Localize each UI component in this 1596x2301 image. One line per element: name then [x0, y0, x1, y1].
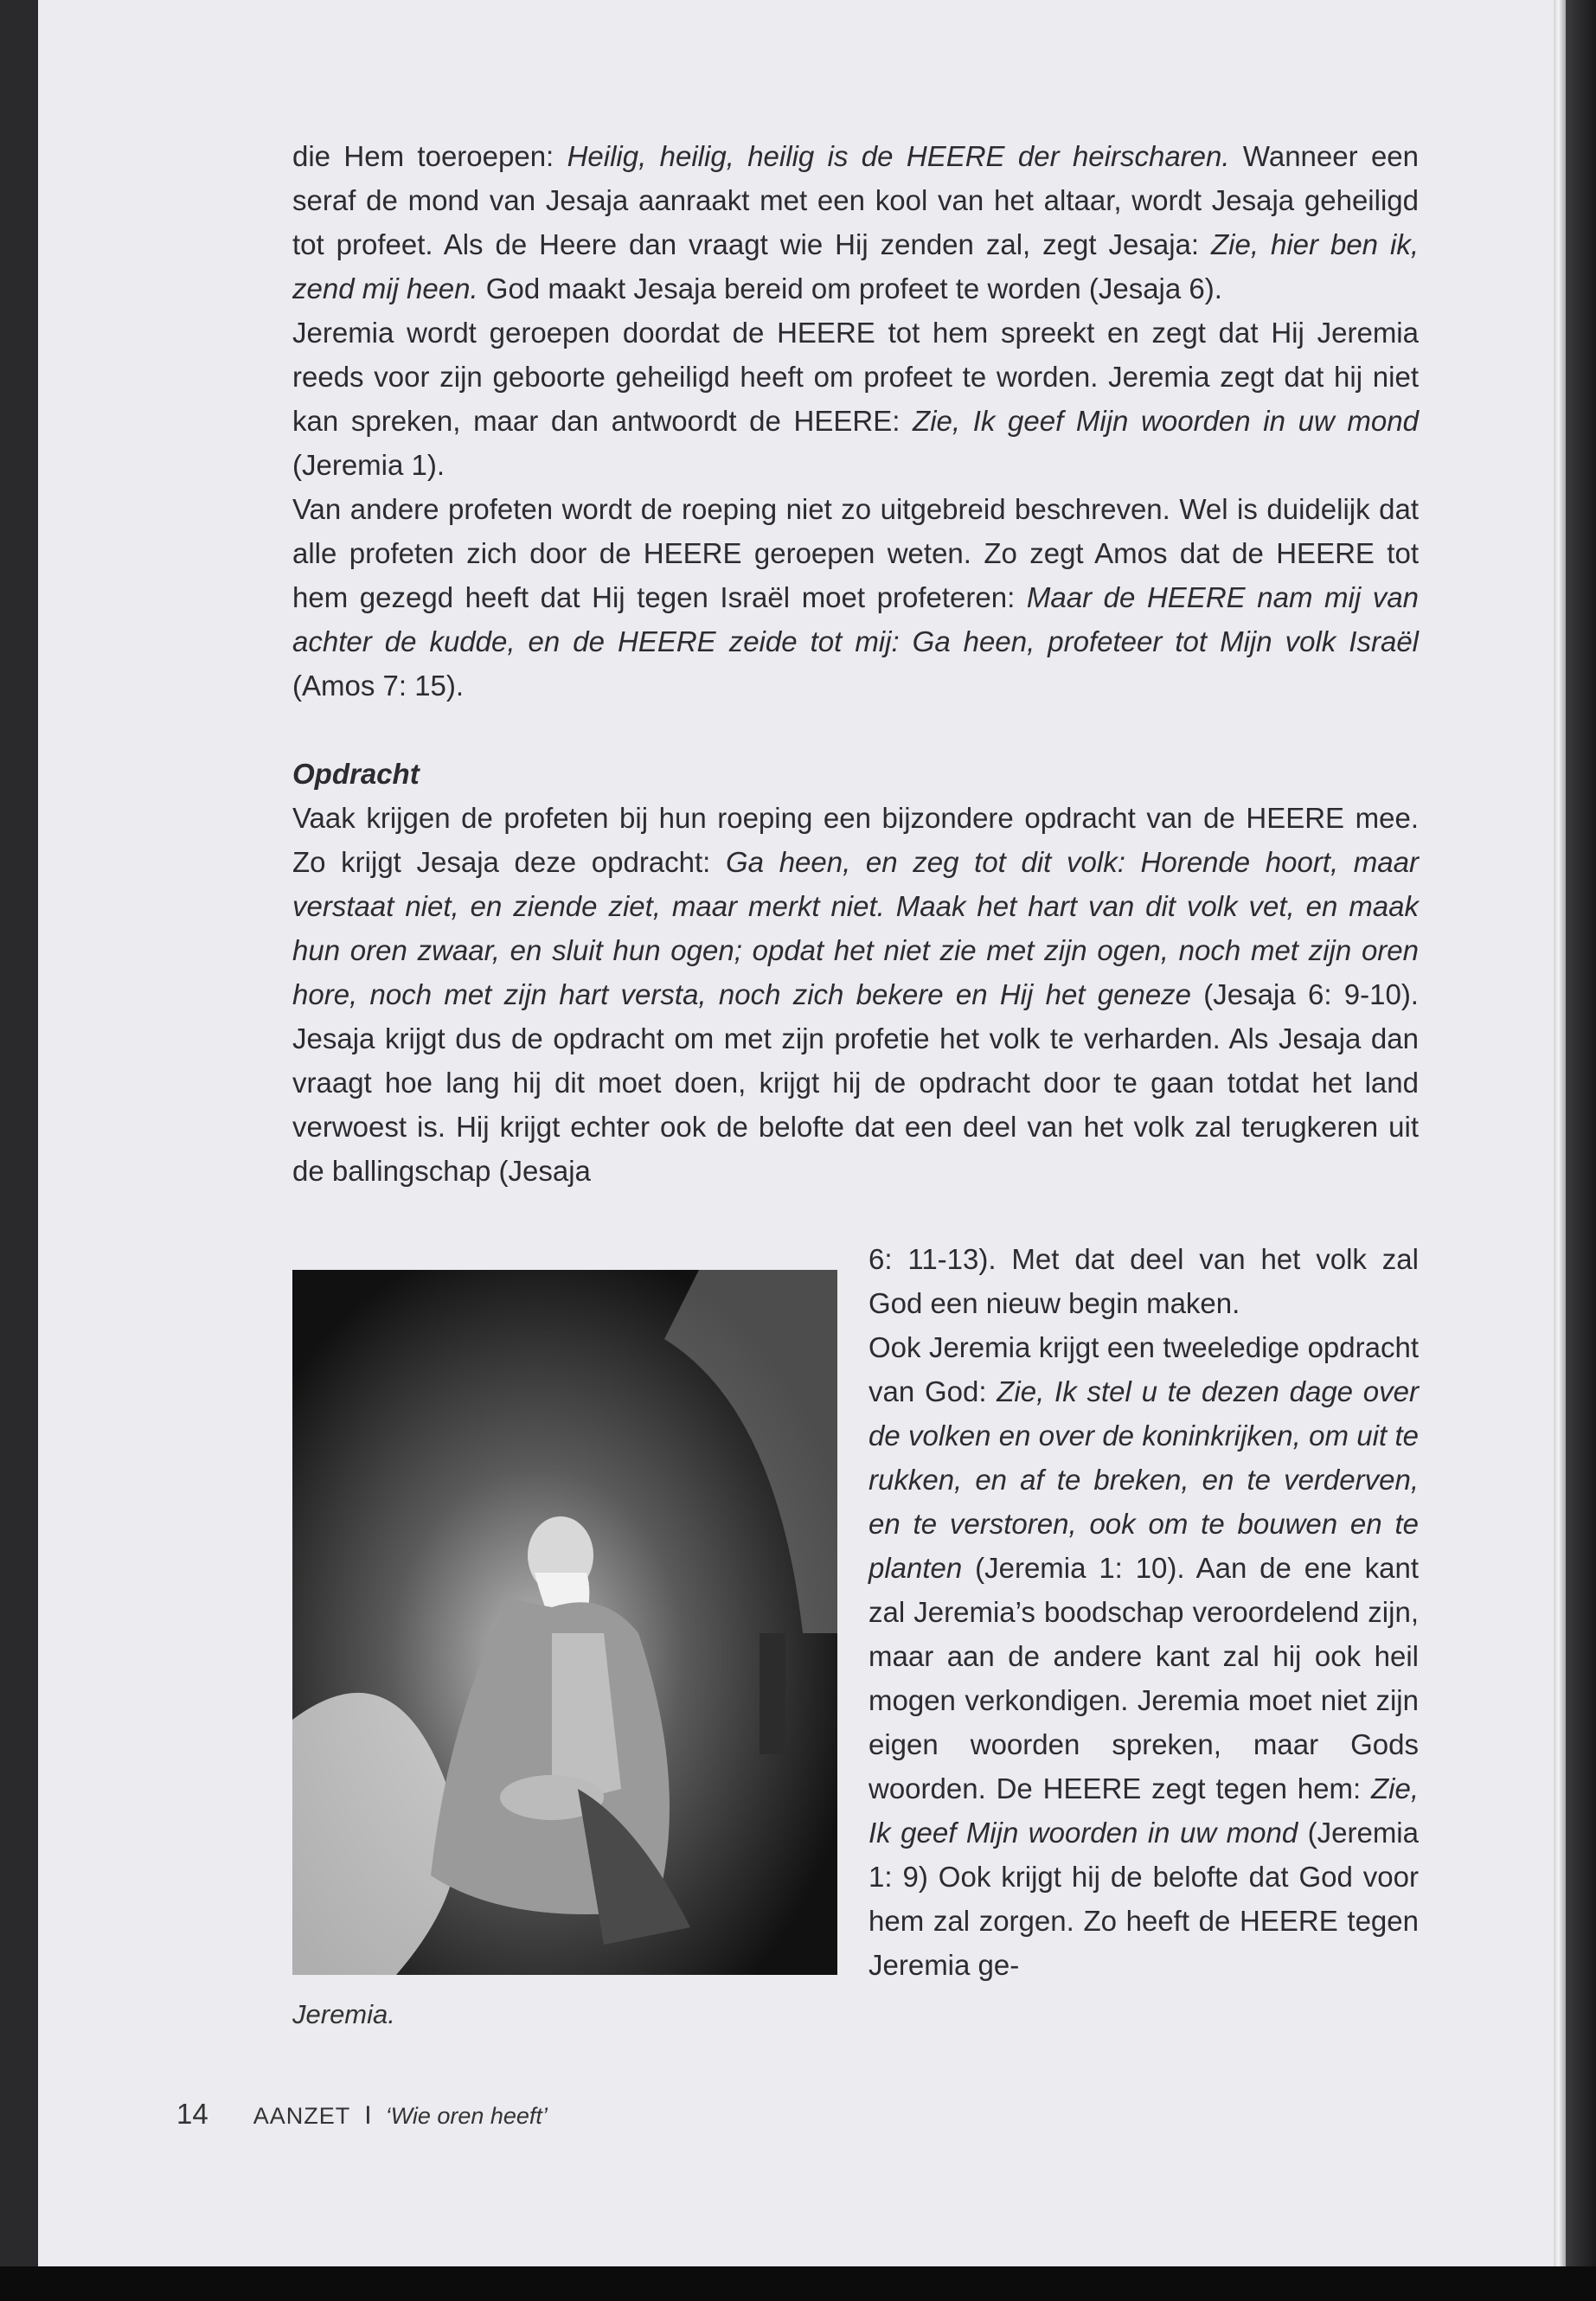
paragraph-jeremia-opdracht: Ook Jeremia krijgt een tweeledige opdracht van God: Zie, Ik stel u te dezen dage over de volken en over de koninkrijken, om uit te rukken, en af te breken, en te verderven, en te verstoren, ook om te bouwen en te planten (Jeremia 1: 10). Aan de ene kant zal Jeremia’s boodschap veroordelend zijn, maar aan de andere kant zal hij ook heil mogen verkondigen. Jeremia moet niet zijn eigen woorden spreken, maar Gods woorden. De HEERE zegt tegen hem: Zie, Ik geef Mijn woorden in uw mond (Jeremia 1: 9) Ook krijgt hij de belofte dat God voor hem zal zorgen. Zo heeft de HEERE tegen Jeremia ge- — [869, 1331, 1419, 1981]
side-column — [869, 1237, 1419, 1987]
paragraph-opdracht: Vaak krijgen de profeten bij hun roeping een bijzondere opdracht van de HEERE mee. Zo krijgt Jesaja deze opdracht: Ga heen, en zeg tot dit volk: Horende hoort, maar verstaat niet, en ziende ziet, maar merkt niet. Maak het hart van dit volk vet, en maak hun oren zwaar, en sluit hun ogen; opdat het niet zie met zijn ogen, noch met zijn oren hore, noch met zijn hart versta, noch zich bekere en Hij het geneze (Jesaja 6: 9-10). Jesaja krijgt dus de opdracht om met zijn profetie het volk te verharden. Als Jesaja dan vraagt hoe lang hij dit moet doen, krijgt hij de opdracht door te gaan totdat het land verwoest is. Hij krijgt echter ook de belofte dat een deel van het volk zal terugkeren uit de ballingschap (Jesaja — [292, 802, 1419, 1187]
jeremia-painting — [292, 1270, 837, 1975]
footer-separator: I — [364, 2101, 372, 2130]
page-number: 14 — [176, 2098, 208, 2130]
main-text — [292, 134, 1419, 1193]
figure-caption: Jeremia. — [292, 1999, 395, 2029]
paragraph-opdracht-continued: 6: 11-13). Met dat deel van het volk zal God een nieuw begin maken. — [869, 1243, 1419, 1319]
page-spine — [1554, 0, 1566, 2266]
paragraph-jesaja-roeping: die Hem toeroepen: Heilig, heilig, heilig is de HEERE der heirscharen. Wanneer een seraf de mond van Jesaja aanraakt met een kool van het altaar, wordt Jesaja geheiligd tot profeet. Als de Heere dan vraagt wie Hij zenden zal, zegt Jesaja: Zie, hier ben ik, zend mij heen. God maakt Jesaja bereid om profeet te worden (Jesaja 6). — [292, 140, 1420, 304]
book-title: ‘Wie oren heeft’ — [385, 2103, 548, 2129]
page-footer — [176, 2098, 548, 2131]
section-heading: Opdracht — [292, 758, 420, 790]
bottom-edge — [0, 2266, 1596, 2301]
series-name: AANZET — [253, 2103, 351, 2129]
paragraph-andere-profeten: Van andere profeten wordt de roeping niet zo uitgebreid beschreven. Wel is duidelijk dat alle profeten zich door de HEERE geroepen weten. Zo zegt Amos dat de HEERE tot hem gezegd heeft dat Hij tegen Israël moet profeteren: Maar de HEERE nam mij van achter de kudde, en de HEERE zeide tot mij: Ga heen, profeteer tot Mijn volk Israël (Amos 7: 15). — [292, 493, 1420, 702]
painting-illustration — [292, 1270, 837, 1975]
book-edge — [1566, 0, 1596, 2266]
paragraph-jeremia-roeping: Jeremia wordt geroepen doordat de HEERE tot hem spreekt en zegt dat Hij Jeremia reeds voor zijn geboorte geheiligd heeft om profeet te worden. Jeremia zegt dat hij niet kan spreken, maar dan antwoordt de HEERE: Zie, Ik geef Mijn woorden in uw mond (Jeremia 1). — [292, 317, 1419, 481]
figure-block — [292, 1270, 837, 2030]
